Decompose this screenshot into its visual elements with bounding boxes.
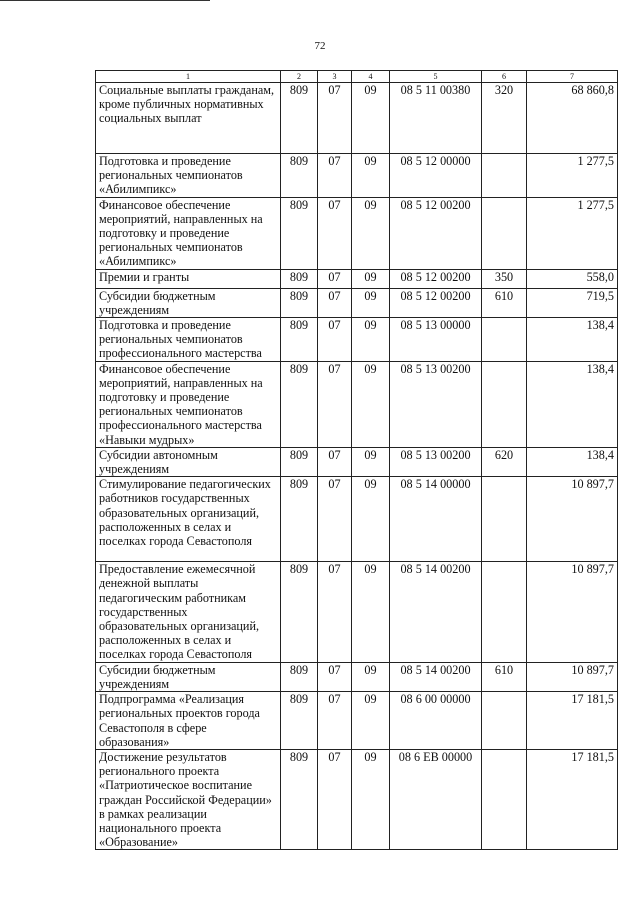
ministry-code-cell: 809 bbox=[281, 692, 318, 750]
ministry-code-cell: 809 bbox=[281, 154, 318, 198]
subsection-code-cell: 09 bbox=[352, 477, 390, 562]
expense-type-cell bbox=[482, 692, 527, 750]
target-article-cell: 08 5 12 00200 bbox=[390, 288, 482, 317]
row-name-cell: Субсидии бюджетным учреждениям bbox=[96, 662, 281, 691]
expense-type-cell: 320 bbox=[482, 83, 527, 154]
budget-table bbox=[95, 70, 618, 850]
expense-type-cell bbox=[482, 361, 527, 447]
expense-type-cell: 610 bbox=[482, 662, 527, 691]
top-rule bbox=[0, 0, 210, 1]
amount-cell: 558,0 bbox=[527, 269, 618, 288]
subsection-code-cell: 09 bbox=[352, 447, 390, 476]
amount-cell: 719,5 bbox=[527, 288, 618, 317]
amount-cell: 138,4 bbox=[527, 361, 618, 447]
target-article-cell: 08 5 12 00000 bbox=[390, 154, 482, 198]
section-code-cell: 07 bbox=[318, 447, 352, 476]
subsection-code-cell: 09 bbox=[352, 269, 390, 288]
table-row bbox=[96, 154, 618, 198]
amount-cell: 10 897,7 bbox=[527, 662, 618, 691]
amount-cell: 17 181,5 bbox=[527, 692, 618, 750]
row-name-cell: Подготовка и проведение региональных чемпионатов профессионального мастерства bbox=[96, 318, 281, 362]
row-name-cell: Финансовое обеспечение мероприятий, направленных на подготовку и проведение региональных чемпионатов профессионального мастерства «Навыки мудрых» bbox=[96, 361, 281, 447]
table-row bbox=[96, 477, 618, 562]
row-name-cell: Подпрограмма «Реализация региональных проектов города Севастополя в сфере образования» bbox=[96, 692, 281, 750]
column-header: 1 bbox=[96, 71, 281, 83]
target-article-cell: 08 5 14 00200 bbox=[390, 562, 482, 662]
row-name-cell: Субсидии автономным учреждениям bbox=[96, 447, 281, 476]
header-row bbox=[96, 71, 618, 83]
target-article-cell: 08 5 14 00200 bbox=[390, 662, 482, 691]
table-row bbox=[96, 662, 618, 691]
section-code-cell: 07 bbox=[318, 83, 352, 154]
section-code-cell: 07 bbox=[318, 749, 352, 849]
expense-type-cell bbox=[482, 197, 527, 269]
section-code-cell: 07 bbox=[318, 562, 352, 662]
section-code-cell: 07 bbox=[318, 662, 352, 691]
target-article-cell: 08 5 14 00000 bbox=[390, 477, 482, 562]
amount-cell: 17 181,5 bbox=[527, 749, 618, 849]
ministry-code-cell: 809 bbox=[281, 477, 318, 562]
subsection-code-cell: 09 bbox=[352, 692, 390, 750]
row-name-cell: Социальные выплаты гражданам, кроме публичных нормативных социальных выплат bbox=[96, 83, 281, 154]
section-code-cell: 07 bbox=[318, 288, 352, 317]
amount-cell: 1 277,5 bbox=[527, 197, 618, 269]
subsection-code-cell: 09 bbox=[352, 318, 390, 362]
subsection-code-cell: 09 bbox=[352, 749, 390, 849]
subsection-code-cell: 09 bbox=[352, 662, 390, 691]
row-name-cell: Подготовка и проведение региональных чемпионатов «Абилимпикс» bbox=[96, 154, 281, 198]
table-row bbox=[96, 83, 618, 154]
table-row bbox=[96, 749, 618, 849]
row-name-cell: Стимулирование педагогических работников государственных образовательных организаций, расположенных в селах и поселках города Севастополя bbox=[96, 477, 281, 562]
expense-type-cell bbox=[482, 749, 527, 849]
target-article-cell: 08 5 12 00200 bbox=[390, 197, 482, 269]
ministry-code-cell: 809 bbox=[281, 562, 318, 662]
target-article-cell: 08 5 11 00380 bbox=[390, 83, 482, 154]
expense-type-cell bbox=[482, 154, 527, 198]
subsection-code-cell: 09 bbox=[352, 288, 390, 317]
ministry-code-cell: 809 bbox=[281, 269, 318, 288]
expense-type-cell: 610 bbox=[482, 288, 527, 317]
section-code-cell: 07 bbox=[318, 318, 352, 362]
table-row bbox=[96, 562, 618, 662]
ministry-code-cell: 809 bbox=[281, 288, 318, 317]
ministry-code-cell: 809 bbox=[281, 447, 318, 476]
amount-cell: 138,4 bbox=[527, 447, 618, 476]
page-number: 72 bbox=[314, 40, 326, 52]
target-article-cell: 08 5 13 00200 bbox=[390, 447, 482, 476]
subsection-code-cell: 09 bbox=[352, 83, 390, 154]
row-name-cell: Премии и гранты bbox=[96, 269, 281, 288]
table-body bbox=[96, 71, 618, 850]
section-code-cell: 07 bbox=[318, 197, 352, 269]
amount-cell: 1 277,5 bbox=[527, 154, 618, 198]
ministry-code-cell: 809 bbox=[281, 318, 318, 362]
table-row bbox=[96, 692, 618, 750]
subsection-code-cell: 09 bbox=[352, 562, 390, 662]
column-header: 2 bbox=[281, 71, 318, 83]
column-header: 3 bbox=[318, 71, 352, 83]
row-name-cell: Достижение результатов регионального проекта «Патриотическое воспитание граждан Российской Федерации» в рамках реализации национального проекта «Образование» bbox=[96, 749, 281, 849]
section-code-cell: 07 bbox=[318, 477, 352, 562]
amount-cell: 138,4 bbox=[527, 318, 618, 362]
ministry-code-cell: 809 bbox=[281, 83, 318, 154]
ministry-code-cell: 809 bbox=[281, 749, 318, 849]
expense-type-cell: 620 bbox=[482, 447, 527, 476]
ministry-code-cell: 809 bbox=[281, 662, 318, 691]
table-row bbox=[96, 269, 618, 288]
table-row bbox=[96, 197, 618, 269]
subsection-code-cell: 09 bbox=[352, 154, 390, 198]
target-article-cell: 08 5 13 00000 bbox=[390, 318, 482, 362]
column-header: 5 bbox=[390, 71, 482, 83]
column-header: 4 bbox=[352, 71, 390, 83]
section-code-cell: 07 bbox=[318, 269, 352, 288]
amount-cell: 10 897,7 bbox=[527, 562, 618, 662]
column-header: 6 bbox=[482, 71, 527, 83]
ministry-code-cell: 809 bbox=[281, 361, 318, 447]
expense-type-cell bbox=[482, 562, 527, 662]
ministry-code-cell: 809 bbox=[281, 197, 318, 269]
table-row bbox=[96, 318, 618, 362]
expense-type-cell: 350 bbox=[482, 269, 527, 288]
subsection-code-cell: 09 bbox=[352, 197, 390, 269]
target-article-cell: 08 5 13 00200 bbox=[390, 361, 482, 447]
column-header: 7 bbox=[527, 71, 618, 83]
table-row bbox=[96, 361, 618, 447]
row-name-cell: Предоставление ежемесячной денежной выплаты педагогическим работникам государственных образовательных организаций, расположенных в селах и поселках города Севастополя bbox=[96, 562, 281, 662]
section-code-cell: 07 bbox=[318, 361, 352, 447]
target-article-cell: 08 6 ЕВ 00000 bbox=[390, 749, 482, 849]
row-name-cell: Финансовое обеспечение мероприятий, направленных на подготовку и проведение региональных чемпионатов «Абилимпикс» bbox=[96, 197, 281, 269]
target-article-cell: 08 6 00 00000 bbox=[390, 692, 482, 750]
table-row bbox=[96, 447, 618, 476]
amount-cell: 10 897,7 bbox=[527, 477, 618, 562]
target-article-cell: 08 5 12 00200 bbox=[390, 269, 482, 288]
section-code-cell: 07 bbox=[318, 154, 352, 198]
section-code-cell: 07 bbox=[318, 692, 352, 750]
expense-type-cell bbox=[482, 318, 527, 362]
expense-type-cell bbox=[482, 477, 527, 562]
table-row bbox=[96, 288, 618, 317]
amount-cell: 68 860,8 bbox=[527, 83, 618, 154]
row-name-cell: Субсидии бюджетным учреждениям bbox=[96, 288, 281, 317]
subsection-code-cell: 09 bbox=[352, 361, 390, 447]
